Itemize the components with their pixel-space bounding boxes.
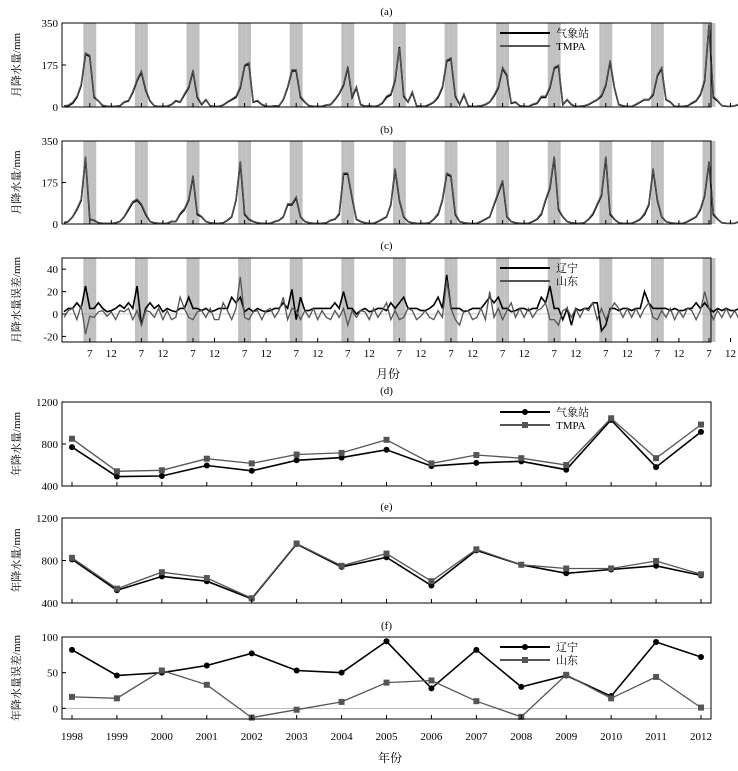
data-point-square [69, 436, 75, 442]
data-point-circle [249, 468, 255, 474]
data-point-square [384, 680, 390, 686]
data-point-square [698, 422, 704, 428]
data-point-circle [204, 463, 210, 469]
y-tick-label: 40 [47, 264, 58, 277]
x-tick-label: 12 [570, 348, 582, 360]
data-point-square [384, 551, 390, 557]
data-point-square [159, 668, 165, 674]
chart-title: (c) [380, 240, 393, 252]
panel-c-monthly-error [9, 240, 738, 360]
legend-label-0: 气象站 [556, 407, 589, 419]
data-point-square [384, 437, 390, 443]
y-tick-label: 800 [41, 439, 58, 451]
data-point-square [204, 682, 210, 688]
summer-shade-band [350, 141, 354, 224]
summer-shade-band [500, 23, 504, 107]
summer-shade-band [92, 258, 96, 342]
panel-d-annual-precip [9, 385, 711, 493]
y-axis-label: 月降水量/mm [11, 150, 23, 215]
x-tick-label: 7 [345, 348, 351, 360]
x-tick-label: 2007 [465, 731, 488, 743]
data-point-square [473, 698, 479, 704]
summer-shade-band [548, 258, 552, 342]
x-tick-label: 7 [293, 348, 299, 360]
summer-shade-band [191, 23, 195, 107]
summer-shade-band [247, 258, 251, 342]
y-tick-label: 0 [52, 703, 58, 716]
panel-a-monthly-precip [9, 6, 738, 114]
y-tick-label: 0 [52, 219, 58, 231]
plot-frame [62, 637, 711, 719]
legend-label-1: 山东 [556, 276, 578, 288]
summer-shade-band [187, 141, 191, 224]
summer-shade-band [604, 23, 608, 107]
chart-title: (a) [380, 6, 393, 18]
summer-shade-band [496, 23, 500, 107]
y-tick-label: 50 [47, 667, 58, 680]
legend-label-0: 辽宁 [556, 642, 578, 654]
data-point-square [69, 555, 75, 561]
summer-shade-band [655, 23, 659, 107]
data-point-circle [249, 650, 255, 656]
chart-title: (b) [380, 124, 393, 136]
data-point-square [339, 699, 345, 705]
panel-b-monthly-precip [9, 124, 738, 231]
data-point-square [653, 455, 659, 461]
plot-frame [62, 258, 711, 342]
x-tick-label: 7 [241, 348, 248, 360]
data-point-square [518, 562, 524, 568]
y-tick-label: 20 [47, 286, 58, 299]
annual-xlabel: 年份 [377, 751, 403, 765]
data-point-square [473, 546, 479, 552]
x-tick-label: 7 [654, 348, 661, 360]
summer-shade-band [139, 23, 143, 107]
chart-title: (f) [381, 620, 392, 632]
legend-marker-circle [522, 409, 528, 415]
x-tick-label: 2000 [150, 731, 173, 743]
data-point-square [473, 452, 479, 458]
summer-shade-band [505, 258, 509, 342]
y-tick-label: 1200 [36, 513, 58, 525]
data-point-circle [114, 673, 120, 679]
y-tick-label: -20 [43, 331, 58, 344]
y-tick-label: 400 [41, 481, 58, 493]
data-point-circle [698, 654, 704, 660]
data-point-square [428, 677, 434, 683]
data-point-circle [114, 474, 120, 480]
x-tick-label: 12 [467, 348, 478, 360]
y-axis-label: 月降水量误差/mm [11, 256, 23, 344]
data-point-circle [294, 668, 300, 674]
legend-marker-circle [522, 644, 528, 650]
y-tick-label: 800 [41, 555, 58, 568]
y-tick-label: 175 [41, 60, 58, 72]
summer-shade-band [139, 141, 143, 224]
data-point-circle [69, 647, 75, 653]
summer-shade-band [604, 258, 608, 342]
x-tick-label: 2002 [240, 731, 263, 743]
summer-shade-band [350, 258, 354, 342]
data-point-square [339, 563, 345, 569]
data-point-circle [473, 460, 479, 466]
data-point-circle [339, 670, 345, 676]
summer-shade-band [655, 141, 659, 224]
x-tick-label: 1998 [61, 731, 83, 743]
x-tick-label: 7 [190, 348, 196, 360]
legend-label-1: 山东 [556, 655, 578, 667]
series-line-1 [72, 418, 701, 471]
series-line-0 [72, 641, 701, 696]
y-axis-label: 年降水量误差/mm [11, 634, 23, 722]
data-point-square [204, 575, 210, 581]
y-axis-label: 年降水量/mm [11, 411, 23, 477]
x-tick-label: 2001 [195, 731, 218, 743]
x-tick-label: 12 [415, 348, 427, 360]
plot-frame [62, 23, 711, 107]
x-tick-label: 7 [396, 348, 403, 360]
x-tick-label: 2009 [555, 731, 578, 743]
summer-shade-band [445, 258, 449, 342]
x-tick-label: 12 [673, 348, 685, 360]
data-point-circle [69, 444, 75, 450]
data-point-circle [384, 447, 390, 453]
summer-shade-band [135, 141, 139, 224]
y-tick-label: 0 [52, 102, 58, 114]
summer-shade-band [397, 141, 401, 224]
data-point-square [608, 695, 614, 701]
x-tick-label: 12 [260, 348, 272, 360]
summer-shade-band [608, 258, 612, 342]
legend-label-1: TMPA [556, 420, 586, 432]
x-tick-label: 7 [448, 348, 454, 360]
data-point-square [339, 450, 345, 456]
x-tick-label: 2004 [330, 731, 353, 743]
plot-frame [62, 402, 711, 486]
legend-marker-square [522, 657, 528, 663]
data-point-square [294, 541, 300, 547]
summer-shade-band [500, 258, 504, 342]
summer-shade-band [655, 258, 659, 342]
data-point-square [249, 460, 255, 466]
x-tick-label: 12 [363, 348, 375, 360]
data-point-circle [294, 457, 300, 463]
summer-shade-band [290, 23, 294, 107]
legend-label-0: 辽宁 [556, 263, 578, 275]
x-tick-label: 7 [706, 348, 712, 360]
data-point-square [653, 558, 659, 564]
data-point-square [204, 456, 210, 462]
summer-shade-band [660, 23, 664, 107]
data-point-circle [518, 684, 524, 690]
summer-shade-band [144, 258, 148, 342]
data-point-square [294, 707, 300, 713]
data-point-square [518, 455, 524, 461]
x-tick-label: 2005 [375, 731, 398, 743]
data-point-square [563, 565, 569, 571]
summer-shade-band [290, 141, 294, 224]
y-tick-label: 1200 [36, 397, 58, 409]
y-tick-label: 350 [41, 18, 58, 30]
panel-f-annual-error [9, 620, 712, 743]
summer-shade-band [393, 258, 397, 342]
x-tick-label: 7 [499, 348, 506, 360]
summer-shade-band [294, 141, 298, 224]
x-tick-label: 2012 [690, 731, 712, 743]
plot-frame [62, 141, 711, 224]
summer-shade-band [660, 258, 664, 342]
chart-title: (e) [380, 501, 393, 513]
data-point-square [114, 695, 120, 701]
panel-e-annual-precip [9, 501, 711, 610]
y-tick-label: 0 [52, 309, 58, 321]
legend-label-0: 气象站 [556, 28, 589, 40]
x-tick-label: 7 [138, 348, 145, 360]
data-point-circle [159, 473, 165, 479]
summer-shade-band [135, 23, 139, 107]
x-tick-label: 7 [551, 348, 557, 360]
data-point-circle [653, 639, 659, 645]
y-axis-label: 月降水量/mm [11, 32, 23, 98]
data-point-circle [428, 685, 434, 691]
x-tick-label: 12 [312, 348, 324, 360]
summer-shade-band [195, 258, 199, 342]
legend-label-1: TMPA [556, 41, 586, 53]
summer-shade-band [187, 23, 191, 107]
x-tick-label: 2008 [510, 731, 533, 743]
summer-shade-band [711, 258, 715, 342]
summer-shade-band [191, 258, 195, 342]
summer-shade-band [496, 141, 500, 224]
x-tick-label: 2006 [420, 731, 443, 743]
data-point-square [608, 565, 614, 571]
x-tick-label: 2011 [645, 731, 667, 743]
summer-shade-band [92, 141, 96, 224]
chart-title: (d) [380, 385, 393, 397]
data-point-square [698, 571, 704, 577]
legend-marker-square [522, 422, 528, 428]
x-tick-label: 12 [621, 348, 633, 360]
data-point-circle [473, 647, 479, 653]
summer-shade-band [294, 23, 298, 107]
y-tick-label: 100 [41, 632, 58, 644]
data-point-square [428, 578, 434, 584]
data-point-square [563, 672, 569, 678]
x-tick-label: 12 [105, 348, 117, 360]
summer-shade-band [238, 23, 242, 107]
summer-shade-band [247, 141, 251, 224]
y-tick-label: 350 [41, 136, 58, 148]
y-axis-label: 年降水量/mm [11, 528, 23, 593]
plot-frame [62, 518, 711, 603]
y-tick-label: 400 [41, 598, 58, 610]
data-point-square [698, 705, 704, 711]
data-point-square [428, 460, 434, 466]
data-point-square [69, 694, 75, 700]
x-tick-label: 2003 [285, 731, 308, 743]
data-point-square [653, 674, 659, 680]
y-tick-label: 175 [41, 177, 58, 190]
summer-shade-band [505, 23, 509, 107]
data-point-square [114, 586, 120, 592]
data-point-circle [653, 464, 659, 470]
summer-shade-band [139, 258, 143, 342]
summer-shade-band [341, 23, 345, 107]
x-tick-label: 7 [87, 348, 93, 360]
data-point-square [563, 462, 569, 468]
x-tick-label: 2010 [600, 731, 623, 743]
data-point-circle [204, 663, 210, 669]
data-point-square [608, 415, 614, 421]
x-tick-label: 12 [518, 348, 530, 360]
summer-shade-band [294, 258, 298, 342]
data-point-square [114, 468, 120, 474]
x-tick-label: 1999 [105, 731, 128, 743]
summer-shade-band [651, 258, 655, 342]
data-point-square [159, 569, 165, 575]
x-tick-label: 7 [603, 348, 609, 360]
summer-shade-band [346, 23, 350, 107]
data-point-square [159, 467, 165, 473]
monthly-xlabel: 月份 [375, 367, 401, 381]
data-point-circle [384, 638, 390, 644]
x-tick-label: 12 [209, 348, 220, 360]
x-tick-label: 12 [725, 348, 736, 360]
summer-shade-band [548, 23, 552, 107]
x-tick-label: 12 [157, 348, 169, 360]
data-point-square [294, 452, 300, 458]
summer-shade-band [453, 258, 457, 342]
data-point-circle [698, 429, 704, 435]
